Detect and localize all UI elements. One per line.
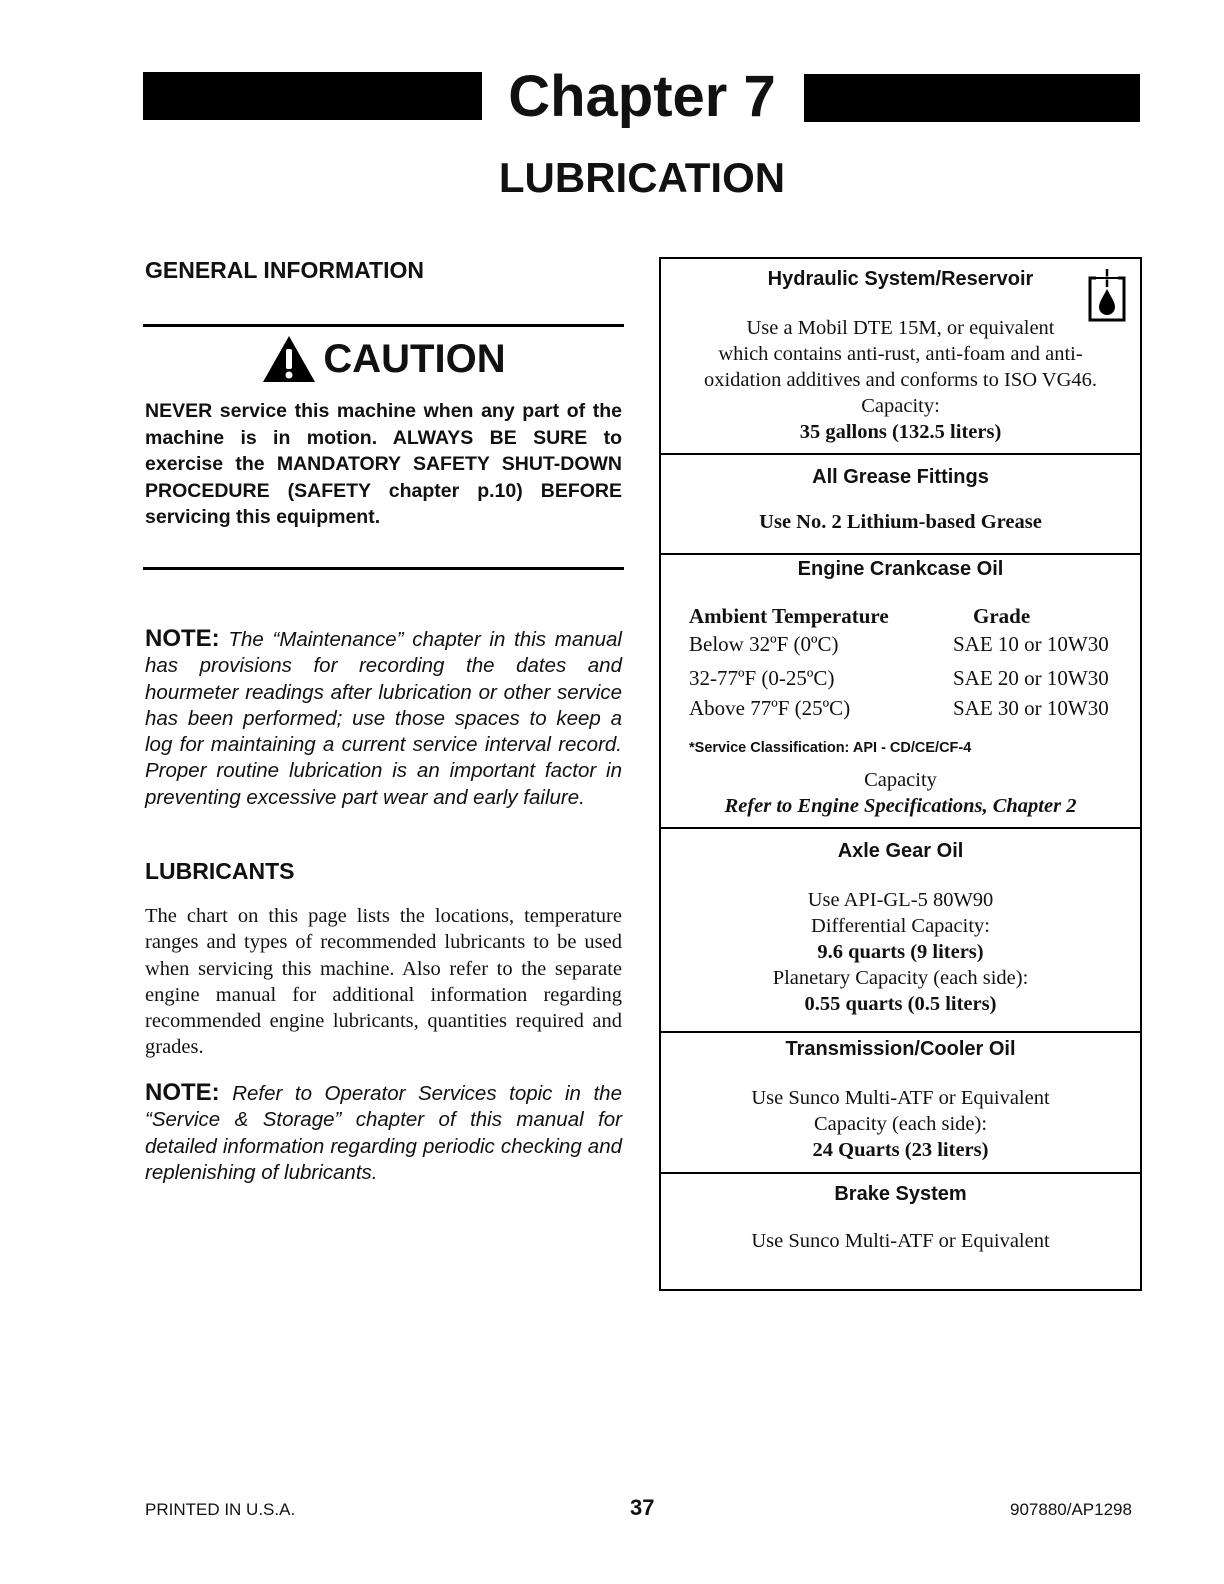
capacity-label: Capacity [864,769,937,791]
page-number: 37 [630,1495,655,1520]
text-line: Use a Mobil DTE 15M, or equivalent [746,317,1055,339]
temperature-cell: Below 32ºF (0ºC) [689,632,839,656]
grade-cell: SAE 30 or 10W30 [953,696,1109,720]
section-title: Transmission/Cooler Oil [785,1038,1016,1060]
column-header-temperature: Ambient Temperature [689,604,889,628]
lubrication-chart [659,257,1142,1291]
section-title: Hydraulic System/Reservoir [767,268,1034,290]
caution-bottom-rule [143,567,624,570]
text-line: Use Sunco Multi-ATF or Equivalent [751,1230,1050,1252]
capacity-reference: Refer to Engine Specifications, Chapter 2 [724,795,1077,817]
section-title: Engine Crankcase Oil [797,558,1004,580]
text-line: Planetary Capacity (each side): [772,967,1029,989]
chapter-bar-right [804,74,1140,122]
temperature-cell: 32-77ºF (0-25ºC) [689,666,835,690]
caution-top-rule [143,324,624,327]
section-title: All Grease Fittings [812,466,989,488]
maintenance-note [145,626,622,811]
text-line: Use Sunco Multi-ATF or Equivalent [751,1087,1050,1109]
lubricants-paragraph: The chart on this page lists the locations, temperature ranges and types of recommended lubricants to be used when servicing this machine. Also refer to the separate engine manual for additional information regarding recommended engine lubricants, quantities required and grades. [145,905,622,1059]
engine-section [661,555,1140,829]
grade-cell: SAE 20 or 10W30 [953,666,1109,690]
footer-doc-number: 907880/AP1298 [1010,1500,1132,1519]
service-classification: *Service Classification: API - CD/CE/CF-4 [689,740,972,756]
capacity-value: 24 Quarts (23 liters) [812,1139,989,1161]
page-title: LUBRICATION [498,154,786,201]
service-storage-note [145,1080,622,1186]
chapter-bar-left [143,72,482,120]
general-information-heading: GENERAL INFORMATION [145,257,424,283]
note-text: Refer to Operator Services topic in the “Service & Storage” chapter of this manual for detailed information regarding periodic checking and replenishing of lubricants. [145,1082,622,1184]
note-lead: NOTE: [145,1079,220,1106]
caution-label: CAUTION [323,337,506,381]
text-line: Capacity (each side): [813,1113,988,1135]
section-title: Axle Gear Oil [837,840,964,862]
grade-cell: SAE 10 or 10W30 [953,632,1109,656]
text-line: oxidation additives and conforms to ISO VG46. [703,369,1098,391]
brake-section [661,1174,1140,1287]
capacity-value: 0.55 quarts (0.5 liters) [804,993,997,1015]
text-line: Use No. 2 Lithium-based Grease [759,511,1042,533]
text-line: Differential Capacity: [811,915,990,937]
hydraulic-section [661,259,1140,455]
caution-banner [143,334,624,384]
grease-section [661,455,1140,555]
caution-text: NEVER service this machine when any part of the machine is in motion. ALWAYS BE SURE to exercise the MANDATORY SAFETY SHUT-DOWN PROCEDURE (SAFETY chapter p.10) BEFORE servicing this equipment. [145,400,622,528]
note-text: The “Maintenance” chapter in this manual has provisions for recording the dates and hourmeter readings after lubrication or other service has been performed; use those spaces to keep a log for maintaining a current service interval record. Proper routine lubrication is an important factor in preventing excessive part wear and early failure. [145,628,622,809]
note-lead: NOTE: [145,625,220,652]
lubricants-heading: LUBRICANTS [145,858,295,884]
text-line: which contains anti-rust, anti-foam and anti- [718,343,1083,365]
text-line: Capacity: [861,395,940,417]
axle-section [661,829,1140,1033]
capacity-value: 9.6 quarts (9 liters) [817,941,984,963]
footer-printed: PRINTED IN U.S.A. [145,1500,296,1519]
temperature-cell: Above 77ºF (25ºC) [689,696,851,720]
section-title: Brake System [834,1183,967,1205]
transmission-section [661,1033,1140,1174]
text-line: Use API-GL-5 80W90 [807,889,994,911]
chapter-title: Chapter 7 [508,64,776,129]
column-header-grade: Grade [973,604,1031,628]
capacity-value: 35 gallons (132.5 liters) [799,421,1002,443]
warning-triangle-icon [261,334,317,384]
